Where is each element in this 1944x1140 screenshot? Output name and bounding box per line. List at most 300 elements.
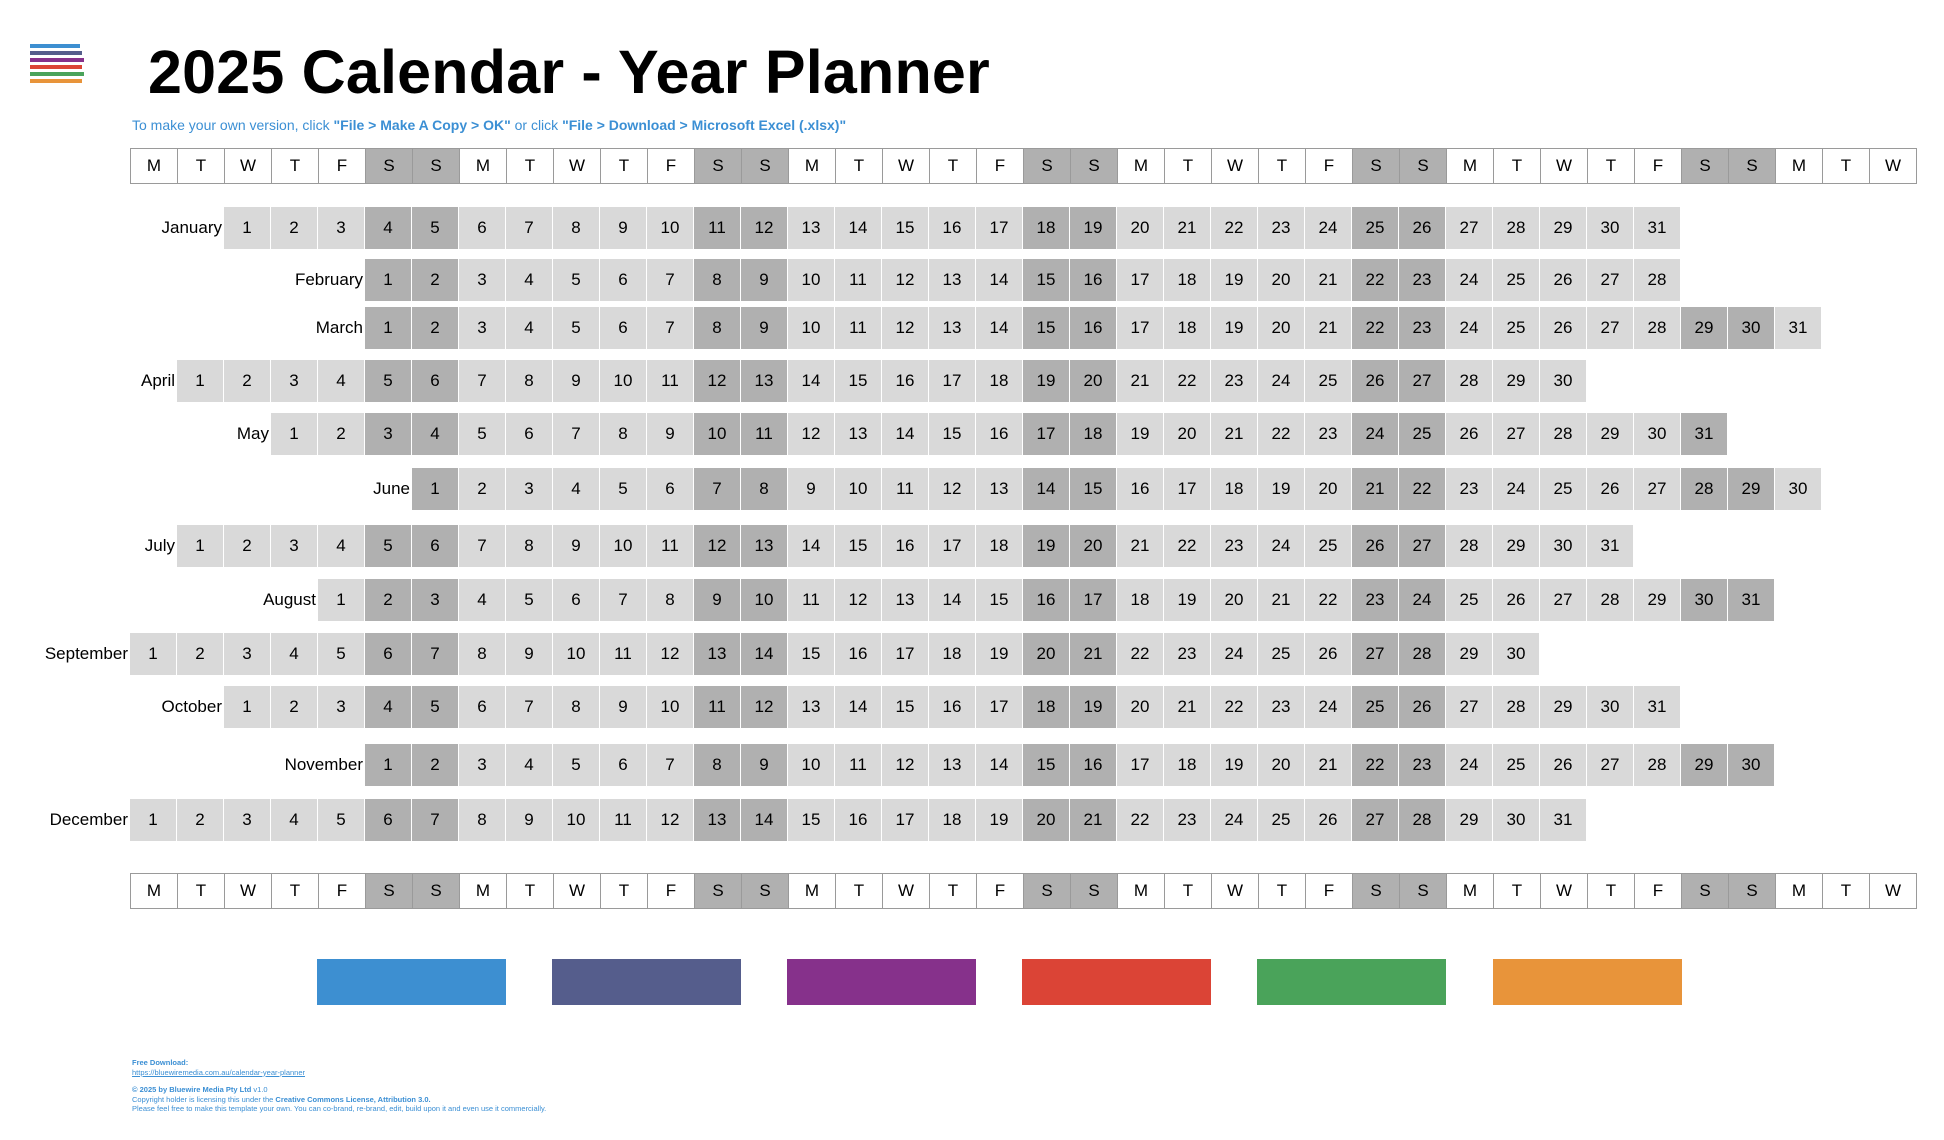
day-cell[interactable]: 6 [459, 207, 505, 249]
day-cell[interactable]: 15 [788, 799, 834, 841]
day-cell[interactable]: 1 [224, 207, 270, 249]
day-cell[interactable]: 16 [976, 413, 1022, 455]
day-cell[interactable]: 29 [1493, 360, 1539, 402]
day-cell[interactable]: 17 [882, 633, 928, 675]
day-cell[interactable]: 13 [694, 799, 740, 841]
day-cell[interactable]: 29 [1446, 799, 1492, 841]
day-cell[interactable]: 4 [271, 799, 317, 841]
day-cell[interactable]: 22 [1164, 525, 1210, 567]
day-cell[interactable]: 28 [1493, 207, 1539, 249]
day-cell[interactable]: 8 [647, 579, 693, 621]
day-cell[interactable]: 29 [1587, 413, 1633, 455]
day-cell[interactable]: 11 [647, 360, 693, 402]
day-cell[interactable]: 5 [365, 525, 411, 567]
day-cell[interactable]: 28 [1446, 360, 1492, 402]
day-cell[interactable]: 31 [1634, 207, 1680, 249]
day-cell[interactable]: 17 [1117, 307, 1163, 349]
day-cell[interactable]: 1 [177, 525, 223, 567]
day-cell[interactable]: 17 [1164, 468, 1210, 510]
day-cell[interactable]: 14 [835, 686, 881, 728]
day-cell[interactable]: 15 [788, 633, 834, 675]
day-cell[interactable]: 4 [506, 307, 552, 349]
day-cell[interactable]: 20 [1211, 579, 1257, 621]
day-cell[interactable]: 28 [1681, 468, 1727, 510]
day-cell[interactable]: 5 [553, 259, 599, 301]
day-cell[interactable]: 12 [741, 207, 787, 249]
day-cell[interactable]: 25 [1258, 799, 1304, 841]
day-cell[interactable]: 16 [1070, 259, 1116, 301]
day-cell[interactable]: 27 [1634, 468, 1680, 510]
day-cell[interactable]: 6 [506, 413, 552, 455]
day-cell[interactable]: 27 [1540, 579, 1586, 621]
day-cell[interactable]: 29 [1540, 686, 1586, 728]
day-cell[interactable]: 4 [318, 525, 364, 567]
day-cell[interactable]: 3 [412, 579, 458, 621]
day-cell[interactable]: 27 [1587, 259, 1633, 301]
day-cell[interactable]: 10 [694, 413, 740, 455]
day-cell[interactable]: 16 [1117, 468, 1163, 510]
day-cell[interactable]: 13 [788, 686, 834, 728]
day-cell[interactable]: 16 [1023, 579, 1069, 621]
day-cell[interactable]: 29 [1446, 633, 1492, 675]
day-cell[interactable]: 29 [1493, 525, 1539, 567]
day-cell[interactable]: 5 [318, 633, 364, 675]
day-cell[interactable]: 29 [1728, 468, 1774, 510]
day-cell[interactable]: 19 [1023, 360, 1069, 402]
day-cell[interactable]: 30 [1634, 413, 1680, 455]
day-cell[interactable]: 27 [1446, 207, 1492, 249]
day-cell[interactable]: 24 [1305, 207, 1351, 249]
day-cell[interactable]: 24 [1446, 307, 1492, 349]
day-cell[interactable]: 17 [929, 525, 975, 567]
day-cell[interactable]: 4 [412, 413, 458, 455]
day-cell[interactable]: 11 [600, 633, 646, 675]
day-cell[interactable]: 26 [1540, 259, 1586, 301]
day-cell[interactable]: 5 [600, 468, 646, 510]
day-cell[interactable]: 3 [459, 259, 505, 301]
day-cell[interactable]: 9 [694, 579, 740, 621]
day-cell[interactable]: 13 [882, 579, 928, 621]
day-cell[interactable]: 20 [1258, 259, 1304, 301]
day-cell[interactable]: 22 [1352, 307, 1398, 349]
day-cell[interactable]: 2 [412, 259, 458, 301]
day-cell[interactable]: 4 [271, 633, 317, 675]
day-cell[interactable]: 7 [459, 360, 505, 402]
day-cell[interactable]: 20 [1070, 360, 1116, 402]
day-cell[interactable]: 13 [694, 633, 740, 675]
day-cell[interactable]: 21 [1305, 307, 1351, 349]
day-cell[interactable]: 30 [1775, 468, 1821, 510]
day-cell[interactable]: 17 [976, 686, 1022, 728]
day-cell[interactable]: 11 [882, 468, 928, 510]
day-cell[interactable]: 20 [1164, 413, 1210, 455]
day-cell[interactable]: 15 [835, 525, 881, 567]
day-cell[interactable]: 25 [1399, 413, 1445, 455]
day-cell[interactable]: 16 [1070, 744, 1116, 786]
day-cell[interactable]: 11 [835, 259, 881, 301]
day-cell[interactable]: 19 [976, 799, 1022, 841]
day-cell[interactable]: 23 [1352, 579, 1398, 621]
day-cell[interactable]: 10 [647, 686, 693, 728]
day-cell[interactable]: 4 [506, 744, 552, 786]
day-cell[interactable]: 19 [1070, 686, 1116, 728]
day-cell[interactable]: 4 [459, 579, 505, 621]
day-cell[interactable]: 29 [1634, 579, 1680, 621]
day-cell[interactable]: 3 [224, 633, 270, 675]
day-cell[interactable]: 21 [1211, 413, 1257, 455]
day-cell[interactable]: 27 [1399, 525, 1445, 567]
day-cell[interactable]: 19 [1023, 525, 1069, 567]
day-cell[interactable]: 8 [553, 686, 599, 728]
day-cell[interactable]: 19 [1211, 259, 1257, 301]
day-cell[interactable]: 12 [647, 799, 693, 841]
day-cell[interactable]: 15 [1023, 307, 1069, 349]
day-cell[interactable]: 1 [365, 744, 411, 786]
day-cell[interactable]: 1 [224, 686, 270, 728]
day-cell[interactable]: 23 [1399, 744, 1445, 786]
day-cell[interactable]: 3 [459, 744, 505, 786]
day-cell[interactable]: 13 [741, 360, 787, 402]
day-cell[interactable]: 8 [694, 744, 740, 786]
day-cell[interactable]: 3 [506, 468, 552, 510]
day-cell[interactable]: 10 [553, 633, 599, 675]
day-cell[interactable]: 22 [1117, 799, 1163, 841]
day-cell[interactable]: 18 [1070, 413, 1116, 455]
day-cell[interactable]: 31 [1587, 525, 1633, 567]
day-cell[interactable]: 27 [1446, 686, 1492, 728]
day-cell[interactable]: 20 [1258, 307, 1304, 349]
day-cell[interactable]: 16 [835, 799, 881, 841]
day-cell[interactable]: 9 [553, 360, 599, 402]
day-cell[interactable]: 20 [1023, 799, 1069, 841]
day-cell[interactable]: 5 [365, 360, 411, 402]
day-cell[interactable]: 26 [1540, 307, 1586, 349]
day-cell[interactable]: 17 [1117, 259, 1163, 301]
day-cell[interactable]: 15 [882, 207, 928, 249]
day-cell[interactable]: 11 [647, 525, 693, 567]
day-cell[interactable]: 18 [1023, 207, 1069, 249]
day-cell[interactable]: 18 [1211, 468, 1257, 510]
day-cell[interactable]: 1 [177, 360, 223, 402]
day-cell[interactable]: 30 [1728, 307, 1774, 349]
day-cell[interactable]: 25 [1352, 686, 1398, 728]
day-cell[interactable]: 7 [647, 259, 693, 301]
day-cell[interactable]: 11 [741, 413, 787, 455]
day-cell[interactable]: 21 [1164, 207, 1210, 249]
day-cell[interactable]: 20 [1070, 525, 1116, 567]
day-cell[interactable]: 21 [1117, 525, 1163, 567]
day-cell[interactable]: 20 [1305, 468, 1351, 510]
day-cell[interactable]: 26 [1399, 686, 1445, 728]
day-cell[interactable]: 20 [1258, 744, 1304, 786]
day-cell[interactable]: 10 [788, 307, 834, 349]
day-cell[interactable]: 13 [929, 307, 975, 349]
day-cell[interactable]: 27 [1352, 633, 1398, 675]
day-cell[interactable]: 19 [1211, 307, 1257, 349]
day-cell[interactable]: 30 [1540, 525, 1586, 567]
day-cell[interactable]: 29 [1681, 307, 1727, 349]
day-cell[interactable]: 2 [224, 360, 270, 402]
day-cell[interactable]: 12 [741, 686, 787, 728]
day-cell[interactable]: 14 [929, 579, 975, 621]
day-cell[interactable]: 1 [130, 633, 176, 675]
day-cell[interactable]: 18 [976, 525, 1022, 567]
day-cell[interactable]: 21 [1070, 799, 1116, 841]
day-cell[interactable]: 14 [882, 413, 928, 455]
day-cell[interactable]: 14 [788, 525, 834, 567]
day-cell[interactable]: 5 [412, 686, 458, 728]
day-cell[interactable]: 10 [788, 259, 834, 301]
day-cell[interactable]: 11 [694, 207, 740, 249]
day-cell[interactable]: 28 [1634, 259, 1680, 301]
day-cell[interactable]: 3 [459, 307, 505, 349]
day-cell[interactable]: 30 [1681, 579, 1727, 621]
day-cell[interactable]: 4 [553, 468, 599, 510]
day-cell[interactable]: 26 [1305, 633, 1351, 675]
day-cell[interactable]: 2 [365, 579, 411, 621]
day-cell[interactable]: 2 [459, 468, 505, 510]
day-cell[interactable]: 21 [1070, 633, 1116, 675]
day-cell[interactable]: 21 [1305, 744, 1351, 786]
day-cell[interactable]: 12 [882, 259, 928, 301]
day-cell[interactable]: 10 [741, 579, 787, 621]
day-cell[interactable]: 18 [1023, 686, 1069, 728]
license-name-link[interactable]: Creative Commons License, Attribution 3.0. [275, 1094, 431, 1104]
day-cell[interactable]: 6 [412, 525, 458, 567]
day-cell[interactable]: 18 [1164, 307, 1210, 349]
day-cell[interactable]: 10 [788, 744, 834, 786]
day-cell[interactable]: 18 [1164, 259, 1210, 301]
day-cell[interactable]: 30 [1493, 799, 1539, 841]
day-cell[interactable]: 16 [1070, 307, 1116, 349]
day-cell[interactable]: 28 [1634, 744, 1680, 786]
day-cell[interactable]: 3 [271, 525, 317, 567]
day-cell[interactable]: 19 [1070, 207, 1116, 249]
day-cell[interactable]: 7 [694, 468, 740, 510]
day-cell[interactable]: 2 [412, 744, 458, 786]
day-cell[interactable]: 16 [929, 207, 975, 249]
day-cell[interactable]: 12 [882, 307, 928, 349]
day-cell[interactable]: 16 [835, 633, 881, 675]
day-cell[interactable]: 7 [553, 413, 599, 455]
day-cell[interactable]: 6 [459, 686, 505, 728]
day-cell[interactable]: 27 [1493, 413, 1539, 455]
day-cell[interactable]: 18 [1117, 579, 1163, 621]
day-cell[interactable]: 22 [1305, 579, 1351, 621]
day-cell[interactable]: 28 [1446, 525, 1492, 567]
day-cell[interactable]: 13 [976, 468, 1022, 510]
day-cell[interactable]: 24 [1258, 525, 1304, 567]
day-cell[interactable]: 11 [835, 744, 881, 786]
day-cell[interactable]: 13 [929, 744, 975, 786]
day-cell[interactable]: 14 [1023, 468, 1069, 510]
day-cell[interactable]: 1 [412, 468, 458, 510]
day-cell[interactable]: 30 [1587, 686, 1633, 728]
day-cell[interactable]: 16 [929, 686, 975, 728]
day-cell[interactable]: 14 [741, 799, 787, 841]
day-cell[interactable]: 14 [976, 259, 1022, 301]
day-cell[interactable]: 20 [1023, 633, 1069, 675]
day-cell[interactable]: 26 [1540, 744, 1586, 786]
day-cell[interactable]: 9 [788, 468, 834, 510]
day-cell[interactable]: 2 [177, 633, 223, 675]
day-cell[interactable]: 6 [365, 633, 411, 675]
day-cell[interactable]: 5 [318, 799, 364, 841]
day-cell[interactable]: 9 [600, 686, 646, 728]
day-cell[interactable]: 11 [835, 307, 881, 349]
day-cell[interactable]: 23 [1258, 207, 1304, 249]
day-cell[interactable]: 7 [412, 799, 458, 841]
day-cell[interactable]: 7 [506, 686, 552, 728]
day-cell[interactable]: 31 [1775, 307, 1821, 349]
day-cell[interactable]: 25 [1540, 468, 1586, 510]
day-cell[interactable]: 25 [1305, 525, 1351, 567]
day-cell[interactable]: 8 [506, 525, 552, 567]
day-cell[interactable]: 15 [882, 686, 928, 728]
day-cell[interactable]: 6 [553, 579, 599, 621]
day-cell[interactable]: 8 [694, 307, 740, 349]
day-cell[interactable]: 18 [1164, 744, 1210, 786]
day-cell[interactable]: 23 [1305, 413, 1351, 455]
day-cell[interactable]: 26 [1352, 360, 1398, 402]
day-cell[interactable]: 3 [365, 413, 411, 455]
day-cell[interactable]: 30 [1587, 207, 1633, 249]
day-cell[interactable]: 16 [882, 525, 928, 567]
day-cell[interactable]: 23 [1164, 633, 1210, 675]
day-cell[interactable]: 3 [224, 799, 270, 841]
day-cell[interactable]: 21 [1117, 360, 1163, 402]
day-cell[interactable]: 22 [1211, 686, 1257, 728]
day-cell[interactable]: 24 [1446, 744, 1492, 786]
day-cell[interactable]: 14 [835, 207, 881, 249]
day-cell[interactable]: 15 [976, 579, 1022, 621]
day-cell[interactable]: 31 [1681, 413, 1727, 455]
day-cell[interactable]: 3 [271, 360, 317, 402]
day-cell[interactable]: 29 [1540, 207, 1586, 249]
day-cell[interactable]: 5 [553, 744, 599, 786]
day-cell[interactable]: 17 [1117, 744, 1163, 786]
day-cell[interactable]: 10 [600, 360, 646, 402]
day-cell[interactable]: 21 [1258, 579, 1304, 621]
day-cell[interactable]: 13 [741, 525, 787, 567]
day-cell[interactable]: 8 [459, 799, 505, 841]
day-cell[interactable]: 5 [412, 207, 458, 249]
day-cell[interactable]: 18 [976, 360, 1022, 402]
day-cell[interactable]: 2 [224, 525, 270, 567]
day-cell[interactable]: 6 [647, 468, 693, 510]
day-cell[interactable]: 25 [1493, 307, 1539, 349]
day-cell[interactable]: 4 [318, 360, 364, 402]
day-cell[interactable]: 24 [1211, 633, 1257, 675]
day-cell[interactable]: 26 [1352, 525, 1398, 567]
day-cell[interactable]: 12 [835, 579, 881, 621]
day-cell[interactable]: 17 [929, 360, 975, 402]
day-cell[interactable]: 1 [271, 413, 317, 455]
day-cell[interactable]: 24 [1352, 413, 1398, 455]
day-cell[interactable]: 28 [1399, 633, 1445, 675]
day-cell[interactable]: 8 [553, 207, 599, 249]
day-cell[interactable]: 10 [600, 525, 646, 567]
day-cell[interactable]: 19 [1164, 579, 1210, 621]
day-cell[interactable]: 24 [1258, 360, 1304, 402]
day-cell[interactable]: 22 [1211, 207, 1257, 249]
day-cell[interactable]: 1 [365, 307, 411, 349]
day-cell[interactable]: 9 [600, 207, 646, 249]
day-cell[interactable]: 2 [318, 413, 364, 455]
day-cell[interactable]: 8 [506, 360, 552, 402]
day-cell[interactable]: 19 [1258, 468, 1304, 510]
day-cell[interactable]: 22 [1117, 633, 1163, 675]
day-cell[interactable]: 8 [600, 413, 646, 455]
day-cell[interactable]: 24 [1399, 579, 1445, 621]
day-cell[interactable]: 28 [1399, 799, 1445, 841]
day-cell[interactable]: 31 [1634, 686, 1680, 728]
day-cell[interactable]: 3 [318, 686, 364, 728]
day-cell[interactable]: 26 [1446, 413, 1492, 455]
day-cell[interactable]: 30 [1540, 360, 1586, 402]
day-cell[interactable]: 13 [929, 259, 975, 301]
day-cell[interactable]: 23 [1399, 307, 1445, 349]
day-cell[interactable]: 28 [1540, 413, 1586, 455]
day-cell[interactable]: 25 [1305, 360, 1351, 402]
day-cell[interactable]: 2 [177, 799, 223, 841]
day-cell[interactable]: 26 [1305, 799, 1351, 841]
day-cell[interactable]: 6 [600, 307, 646, 349]
day-cell[interactable]: 11 [788, 579, 834, 621]
day-cell[interactable]: 8 [459, 633, 505, 675]
day-cell[interactable]: 12 [647, 633, 693, 675]
day-cell[interactable]: 1 [318, 579, 364, 621]
day-cell[interactable]: 14 [976, 307, 1022, 349]
day-cell[interactable]: 23 [1211, 360, 1257, 402]
day-cell[interactable]: 9 [506, 799, 552, 841]
day-cell[interactable]: 6 [412, 360, 458, 402]
day-cell[interactable]: 20 [1117, 686, 1163, 728]
day-cell[interactable]: 7 [647, 744, 693, 786]
day-cell[interactable]: 1 [130, 799, 176, 841]
day-cell[interactable]: 28 [1587, 579, 1633, 621]
day-cell[interactable]: 14 [788, 360, 834, 402]
day-cell[interactable]: 13 [788, 207, 834, 249]
day-cell[interactable]: 17 [1070, 579, 1116, 621]
day-cell[interactable]: 14 [976, 744, 1022, 786]
day-cell[interactable]: 7 [647, 307, 693, 349]
day-cell[interactable]: 7 [506, 207, 552, 249]
download-link[interactable]: https://bluewiremedia.com.au/calendar-year-planner [132, 1067, 306, 1077]
day-cell[interactable]: 22 [1352, 744, 1398, 786]
day-cell[interactable]: 22 [1399, 468, 1445, 510]
day-cell[interactable]: 24 [1305, 686, 1351, 728]
day-cell[interactable]: 12 [694, 360, 740, 402]
day-cell[interactable]: 20 [1117, 207, 1163, 249]
day-cell[interactable]: 9 [553, 525, 599, 567]
day-cell[interactable]: 15 [1023, 744, 1069, 786]
day-cell[interactable]: 4 [506, 259, 552, 301]
day-cell[interactable]: 3 [318, 207, 364, 249]
day-cell[interactable]: 31 [1540, 799, 1586, 841]
day-cell[interactable]: 24 [1493, 468, 1539, 510]
day-cell[interactable]: 28 [1493, 686, 1539, 728]
day-cell[interactable]: 2 [412, 307, 458, 349]
day-cell[interactable]: 26 [1587, 468, 1633, 510]
day-cell[interactable]: 19 [1117, 413, 1163, 455]
day-cell[interactable]: 2 [271, 686, 317, 728]
day-cell[interactable]: 13 [835, 413, 881, 455]
day-cell[interactable]: 24 [1211, 799, 1257, 841]
day-cell[interactable]: 26 [1493, 579, 1539, 621]
day-cell[interactable]: 5 [459, 413, 505, 455]
day-cell[interactable]: 26 [1399, 207, 1445, 249]
